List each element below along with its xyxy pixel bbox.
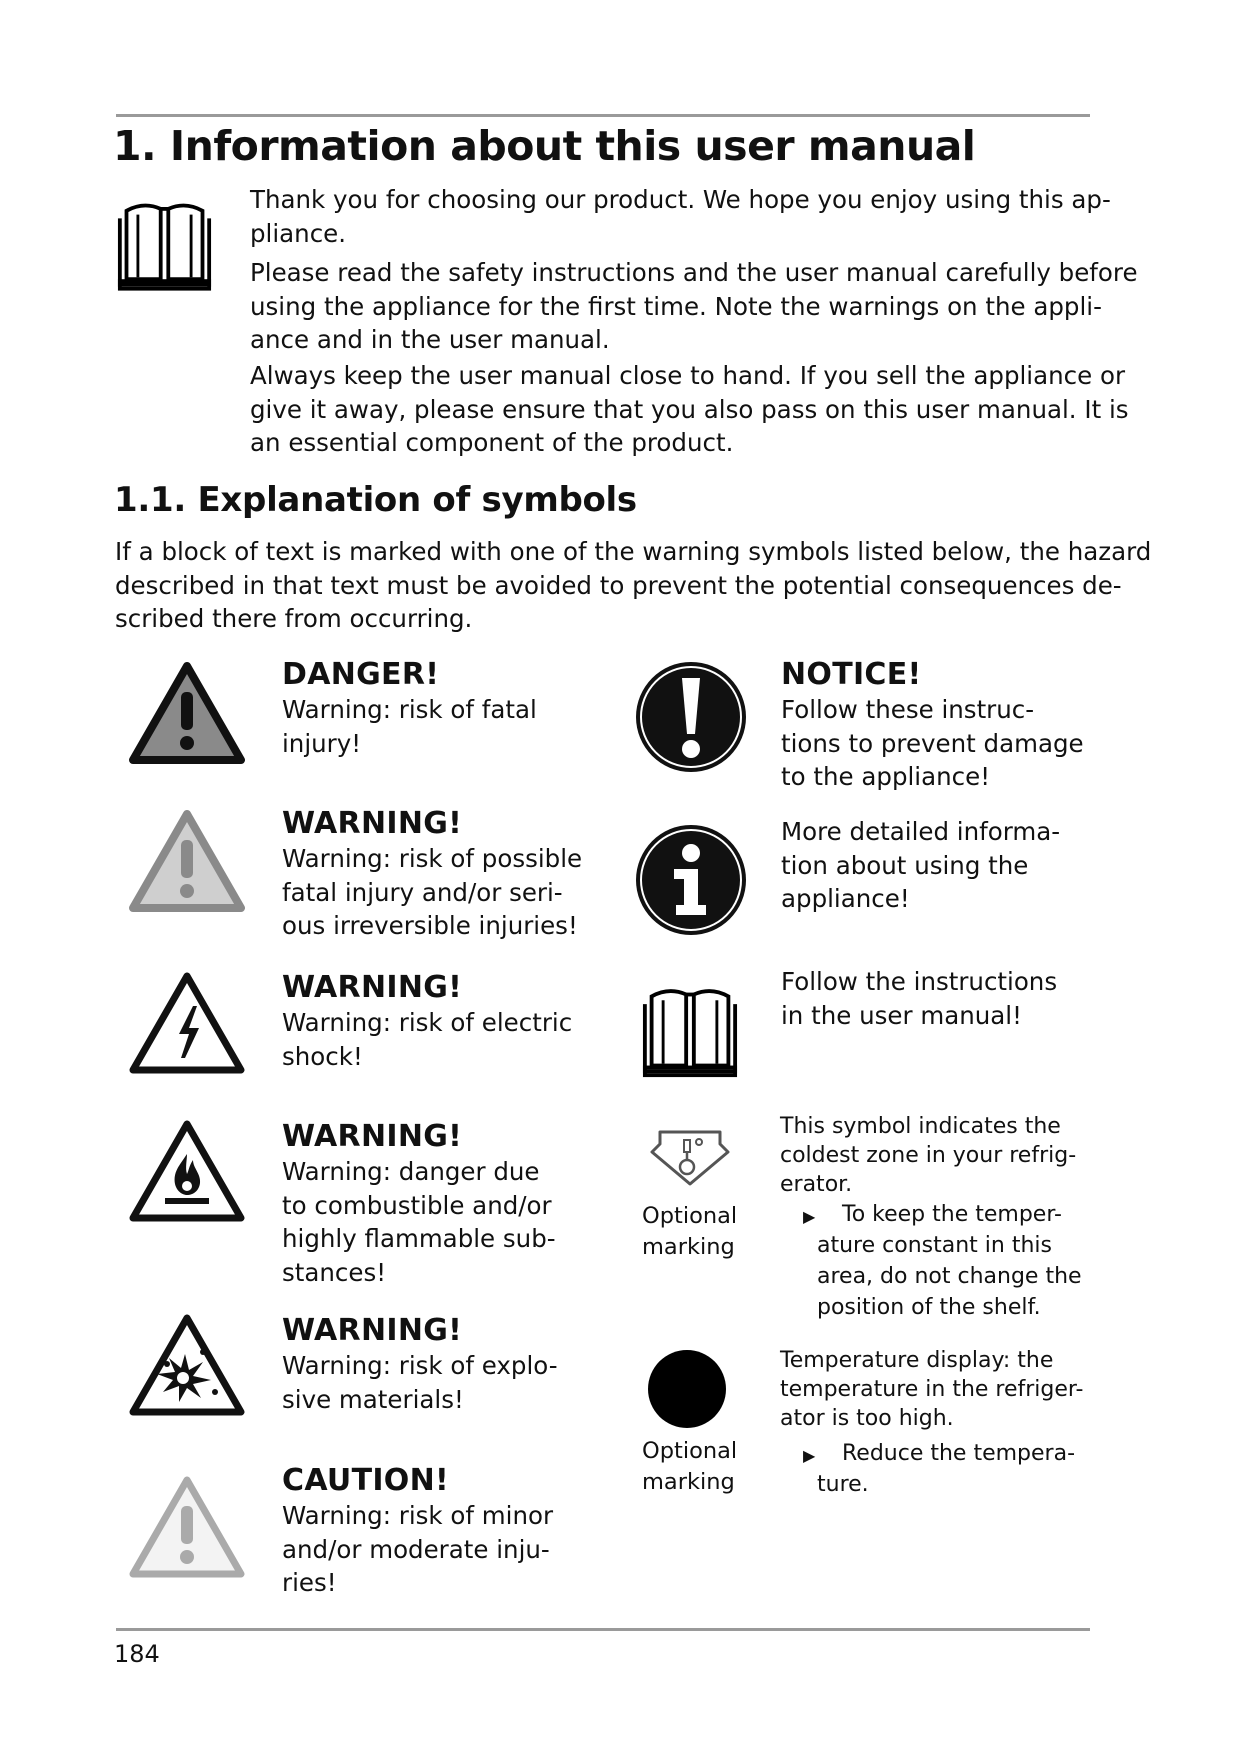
caution-triangle-icon (127, 1474, 247, 1580)
top-rule (116, 114, 1090, 117)
bottom-rule (116, 1628, 1090, 1631)
manual-book-icon (636, 983, 744, 1079)
warning-label: WARNING! (282, 1119, 463, 1154)
caution-block: CAUTION! Warning: risk of minor and/or moderate inju- ries! (282, 1463, 554, 1597)
warning-label: WARNING! (282, 1313, 463, 1348)
bullet-arrow-icon: ▶ (803, 1446, 816, 1465)
page-number: 184 (114, 1640, 160, 1668)
explanation-paragraph: If a block of text is marked with one of the warning symbols listed below, the hazard described in that text must be avoided to prevent the potential consequences de- scribed there from occurring. (115, 537, 1152, 633)
warning-triangle-icon (127, 808, 247, 914)
coldest-zone-icon (650, 1126, 730, 1188)
section-heading: 1.1. Explanation of symbols (114, 480, 637, 520)
explosive-icon (127, 1312, 247, 1418)
flammable-icon (127, 1118, 247, 1224)
temperature-dot-icon (647, 1349, 727, 1429)
warning-block-3: WARNING! Warning: danger due to combustible and/or highly flammable sub- stances! (282, 1119, 556, 1287)
page-title: 1. Information about this user manual (113, 122, 976, 170)
info-circle-icon (634, 823, 748, 937)
temperature-bullet: Reduce the tempera- ture. (817, 1441, 1076, 1497)
notice-label: NOTICE! (781, 657, 922, 692)
warning-block-1: WARNING! Warning: risk of possible fatal injury and/or seri- ous irreversible injuries! (282, 806, 583, 940)
warning-block-4: WARNING! Warning: risk of explo- sive materials! (282, 1313, 558, 1414)
intro-paragraph-1: Thank you for choosing our product. We hope you enjoy using this ap- pliance. (250, 185, 1111, 248)
warning-block-2: WARNING! Warning: risk of electric shock! (282, 970, 573, 1071)
electric-shock-icon (127, 970, 247, 1076)
manual-block: Follow the instructions in the user manual! (781, 967, 1058, 1030)
warning-label: WARNING! (282, 970, 463, 1005)
optional-marking-1: Optional marking (642, 1203, 738, 1260)
danger-label: DANGER! (282, 657, 440, 692)
notice-block: NOTICE! Follow these instruc- tions to prevent damage to the appliance! (781, 657, 1084, 791)
warning-label: WARNING! (282, 806, 463, 841)
intro-paragraph-3: Always keep the user manual close to hand. If you sell the appliance or give it away, please ensure that you also pass on this user manual. It is an essential component of the product. (250, 361, 1129, 457)
temperature-block: Temperature display: the temperature in the refriger- ator is too high. (780, 1348, 1084, 1431)
optional-marking-2: Optional marking (642, 1438, 738, 1495)
caution-label: CAUTION! (282, 1463, 449, 1498)
danger-triangle-icon (127, 660, 247, 766)
coldest-bullet: To keep the temper- ature constant in this area, do not change the position of the shelf. (817, 1202, 1082, 1320)
exclamation-circle-icon (634, 660, 748, 774)
info-block: More detailed informa- tion about using the appliance! (781, 817, 1061, 913)
manual-book-icon (117, 195, 212, 295)
coldest-block: This symbol indicates the coldest zone in your refrig- erator. (780, 1114, 1077, 1197)
danger-block: DANGER! Warning: risk of fatal injury! (282, 657, 537, 758)
bullet-arrow-icon: ▶ (803, 1207, 816, 1226)
intro-paragraph-2: Please read the safety instructions and the user manual carefully before using the appliance for the first time. Note the warnings on the appli- ance and in the user manual. (250, 258, 1138, 354)
